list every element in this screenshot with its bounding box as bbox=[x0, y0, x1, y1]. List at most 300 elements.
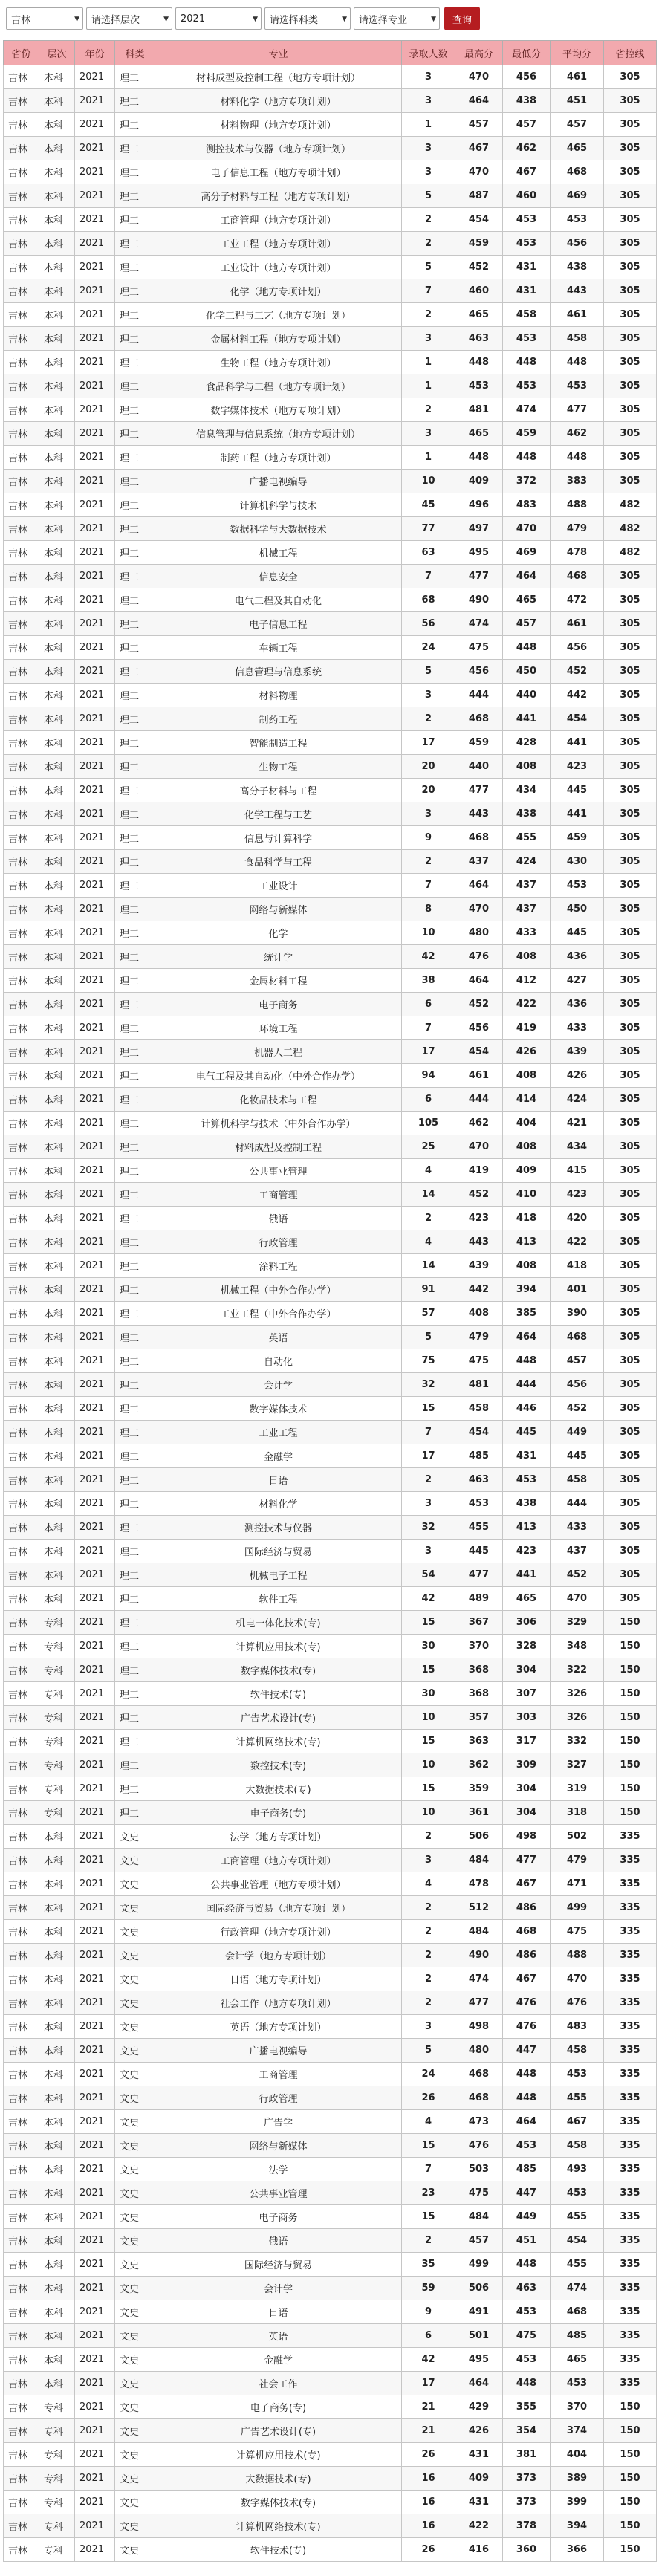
cell-level: 本科 bbox=[39, 422, 75, 446]
cell-avg: 458 bbox=[551, 1468, 604, 1492]
cell-level: 专科 bbox=[39, 1706, 75, 1730]
cell-avg: 433 bbox=[551, 1016, 604, 1040]
cell-year: 2021 bbox=[75, 1326, 115, 1349]
cell-control-line: 150 bbox=[604, 1777, 657, 1801]
cell-max: 474 bbox=[455, 1967, 503, 1991]
cell-year: 2021 bbox=[75, 160, 115, 184]
cell-province: 吉林 bbox=[4, 1468, 39, 1492]
cell-category: 理工 bbox=[115, 446, 155, 470]
cell-category: 理工 bbox=[115, 1801, 155, 1825]
cell-min: 486 bbox=[503, 1944, 551, 1967]
cell-major: 电子信息工程 bbox=[155, 612, 402, 636]
cell-max: 464 bbox=[455, 874, 503, 898]
cell-province: 吉林 bbox=[4, 1230, 39, 1254]
cell-level: 本科 bbox=[39, 2229, 75, 2253]
table-row bbox=[4, 1991, 657, 2015]
cell-level: 专科 bbox=[39, 2395, 75, 2419]
cell-major: 会计学（地方专项计划） bbox=[155, 1944, 402, 1967]
cell-control-line: 305 bbox=[604, 779, 657, 802]
cell-min: 304 bbox=[503, 1801, 551, 1825]
cell-category: 文史 bbox=[115, 2419, 155, 2443]
cell-enrolled: 17 bbox=[402, 2372, 455, 2395]
cell-max: 443 bbox=[455, 1230, 503, 1254]
cell-min: 413 bbox=[503, 1230, 551, 1254]
cell-avg: 456 bbox=[551, 232, 604, 256]
admission-table bbox=[3, 40, 657, 2562]
cell-avg: 329 bbox=[551, 1611, 604, 1635]
cell-control-line: 305 bbox=[604, 1302, 657, 1326]
cell-avg: 454 bbox=[551, 2229, 604, 2253]
cell-max: 468 bbox=[455, 2063, 503, 2086]
cell-category: 文史 bbox=[115, 2205, 155, 2229]
table-body bbox=[4, 65, 657, 2562]
cell-level: 专科 bbox=[39, 1777, 75, 1801]
cell-max: 489 bbox=[455, 1587, 503, 1611]
cell-level: 本科 bbox=[39, 802, 75, 826]
cell-enrolled: 9 bbox=[402, 826, 455, 850]
cell-year: 2021 bbox=[75, 731, 115, 755]
col-header-level: 层次 bbox=[39, 41, 75, 65]
cell-level: 本科 bbox=[39, 660, 75, 684]
cell-min: 418 bbox=[503, 1207, 551, 1230]
cell-avg: 468 bbox=[551, 160, 604, 184]
cell-major: 计算机网络技术(专) bbox=[155, 2514, 402, 2538]
cell-level: 本科 bbox=[39, 1278, 75, 1302]
cell-avg: 319 bbox=[551, 1777, 604, 1801]
cell-min: 437 bbox=[503, 874, 551, 898]
cell-year: 2021 bbox=[75, 660, 115, 684]
cell-category: 文史 bbox=[115, 1825, 155, 1849]
cell-province: 吉林 bbox=[4, 2063, 39, 2086]
table-row bbox=[4, 1230, 657, 1254]
cell-max: 444 bbox=[455, 1088, 503, 1112]
cell-avg: 470 bbox=[551, 1967, 604, 1991]
cell-level: 专科 bbox=[39, 2538, 75, 2562]
cell-max: 362 bbox=[455, 1753, 503, 1777]
cell-level: 本科 bbox=[39, 1230, 75, 1254]
table-row bbox=[4, 89, 657, 113]
cell-level: 本科 bbox=[39, 1468, 75, 1492]
cell-control-line: 305 bbox=[604, 303, 657, 327]
cell-category: 理工 bbox=[115, 1016, 155, 1040]
cell-year: 2021 bbox=[75, 208, 115, 232]
cell-min: 381 bbox=[503, 2443, 551, 2467]
cell-level: 专科 bbox=[39, 1801, 75, 1825]
cell-year: 2021 bbox=[75, 1278, 115, 1302]
table-row bbox=[4, 1373, 657, 1397]
cell-level: 本科 bbox=[39, 1254, 75, 1278]
cell-control-line: 305 bbox=[604, 327, 657, 351]
cell-major: 英语 bbox=[155, 1326, 402, 1349]
cell-max: 461 bbox=[455, 1064, 503, 1088]
cell-enrolled: 16 bbox=[402, 2491, 455, 2514]
cell-year: 2021 bbox=[75, 1254, 115, 1278]
cell-max: 491 bbox=[455, 2300, 503, 2324]
cell-enrolled: 32 bbox=[402, 1373, 455, 1397]
cell-category: 文史 bbox=[115, 2110, 155, 2134]
cell-level: 本科 bbox=[39, 256, 75, 279]
cell-min: 438 bbox=[503, 802, 551, 826]
cell-year: 2021 bbox=[75, 470, 115, 493]
cell-max: 501 bbox=[455, 2324, 503, 2348]
table-row bbox=[4, 1159, 657, 1183]
cell-category: 理工 bbox=[115, 279, 155, 303]
cell-year: 2021 bbox=[75, 1801, 115, 1825]
table-row bbox=[4, 1302, 657, 1326]
cell-max: 497 bbox=[455, 517, 503, 541]
cell-province: 吉林 bbox=[4, 1159, 39, 1183]
level-select[interactable] bbox=[86, 7, 172, 30]
cell-province: 吉林 bbox=[4, 588, 39, 612]
cell-max: 465 bbox=[455, 303, 503, 327]
cell-control-line: 305 bbox=[604, 184, 657, 208]
cell-control-line: 305 bbox=[604, 1397, 657, 1421]
cell-major: 会计学 bbox=[155, 2277, 402, 2300]
cell-enrolled: 7 bbox=[402, 279, 455, 303]
cell-min: 453 bbox=[503, 374, 551, 398]
cell-level: 专科 bbox=[39, 2419, 75, 2443]
cell-max: 495 bbox=[455, 541, 503, 565]
table-header-row bbox=[4, 41, 657, 65]
cell-year: 2021 bbox=[75, 2158, 115, 2181]
cell-level: 本科 bbox=[39, 1421, 75, 1444]
cell-major: 高分子材料与工程 bbox=[155, 779, 402, 802]
cell-year: 2021 bbox=[75, 2419, 115, 2443]
cell-level: 本科 bbox=[39, 446, 75, 470]
cell-enrolled: 2 bbox=[402, 1468, 455, 1492]
cell-province: 吉林 bbox=[4, 921, 39, 945]
cell-control-line: 305 bbox=[604, 1278, 657, 1302]
cell-level: 本科 bbox=[39, 921, 75, 945]
table-row bbox=[4, 1753, 657, 1777]
cell-enrolled: 23 bbox=[402, 2181, 455, 2205]
category-select[interactable] bbox=[264, 7, 351, 30]
cell-control-line: 305 bbox=[604, 232, 657, 256]
cell-avg: 443 bbox=[551, 279, 604, 303]
cell-max: 503 bbox=[455, 2158, 503, 2181]
filter-bar bbox=[0, 0, 659, 37]
cell-province: 吉林 bbox=[4, 1254, 39, 1278]
cell-category: 理工 bbox=[115, 493, 155, 517]
cell-level: 本科 bbox=[39, 2039, 75, 2063]
cell-major: 数字媒体技术 bbox=[155, 1397, 402, 1421]
cell-avg: 456 bbox=[551, 636, 604, 660]
cell-major: 材料化学（地方专项计划） bbox=[155, 89, 402, 113]
table-row bbox=[4, 1207, 657, 1230]
cell-category: 理工 bbox=[115, 684, 155, 707]
cell-province: 吉林 bbox=[4, 2086, 39, 2110]
table-row bbox=[4, 2348, 657, 2372]
cell-year: 2021 bbox=[75, 1825, 115, 1849]
cell-major: 数字媒体技术（地方专项计划） bbox=[155, 398, 402, 422]
cell-category: 理工 bbox=[115, 1492, 155, 1516]
cell-year: 2021 bbox=[75, 2205, 115, 2229]
cell-min: 486 bbox=[503, 1896, 551, 1920]
cell-avg: 322 bbox=[551, 1658, 604, 1682]
cell-control-line: 305 bbox=[604, 1373, 657, 1397]
cell-max: 468 bbox=[455, 826, 503, 850]
cell-category: 文史 bbox=[115, 1872, 155, 1896]
cell-min: 447 bbox=[503, 2181, 551, 2205]
cell-avg: 455 bbox=[551, 2205, 604, 2229]
cell-avg: 404 bbox=[551, 2443, 604, 2467]
cell-control-line: 150 bbox=[604, 2514, 657, 2538]
cell-level: 本科 bbox=[39, 517, 75, 541]
cell-major: 大数据技术(专) bbox=[155, 2467, 402, 2491]
table-row bbox=[4, 2229, 657, 2253]
cell-max: 437 bbox=[455, 850, 503, 874]
cell-enrolled: 105 bbox=[402, 1112, 455, 1135]
cell-min: 438 bbox=[503, 89, 551, 113]
cell-province: 吉林 bbox=[4, 2229, 39, 2253]
cell-level: 本科 bbox=[39, 1016, 75, 1040]
table-row bbox=[4, 2538, 657, 2562]
cell-control-line: 305 bbox=[604, 588, 657, 612]
cell-province: 吉林 bbox=[4, 1706, 39, 1730]
table-row bbox=[4, 1825, 657, 1849]
cell-control-line: 305 bbox=[604, 113, 657, 137]
cell-major: 环境工程 bbox=[155, 1016, 402, 1040]
cell-category: 文史 bbox=[115, 1944, 155, 1967]
cell-control-line: 305 bbox=[604, 1159, 657, 1183]
cell-min: 476 bbox=[503, 2015, 551, 2039]
cell-year: 2021 bbox=[75, 256, 115, 279]
cell-province: 吉林 bbox=[4, 327, 39, 351]
cell-level: 本科 bbox=[39, 1872, 75, 1896]
cell-enrolled: 6 bbox=[402, 2324, 455, 2348]
cell-avg: 448 bbox=[551, 351, 604, 374]
table-row bbox=[4, 2300, 657, 2324]
cell-category: 理工 bbox=[115, 1777, 155, 1801]
cell-enrolled: 4 bbox=[402, 1872, 455, 1896]
cell-province: 吉林 bbox=[4, 2514, 39, 2538]
cell-major: 计算机应用技术(专) bbox=[155, 2443, 402, 2467]
cell-control-line: 305 bbox=[604, 446, 657, 470]
cell-category: 文史 bbox=[115, 2348, 155, 2372]
chevron-down-icon: ▼ bbox=[163, 16, 169, 23]
table-row bbox=[4, 874, 657, 898]
cell-year: 2021 bbox=[75, 279, 115, 303]
table-row bbox=[4, 470, 657, 493]
cell-min: 465 bbox=[503, 588, 551, 612]
cell-min: 469 bbox=[503, 541, 551, 565]
cell-category: 文史 bbox=[115, 2134, 155, 2158]
cell-level: 本科 bbox=[39, 850, 75, 874]
cell-max: 456 bbox=[455, 660, 503, 684]
cell-max: 443 bbox=[455, 802, 503, 826]
cell-min: 419 bbox=[503, 1016, 551, 1040]
cell-control-line: 305 bbox=[604, 898, 657, 921]
cell-year: 2021 bbox=[75, 2491, 115, 2514]
cell-enrolled: 6 bbox=[402, 1088, 455, 1112]
cell-enrolled: 15 bbox=[402, 1658, 455, 1682]
cell-control-line: 305 bbox=[604, 826, 657, 850]
cell-avg: 453 bbox=[551, 374, 604, 398]
cell-category: 理工 bbox=[115, 1444, 155, 1468]
table-row bbox=[4, 1112, 657, 1135]
cell-enrolled: 2 bbox=[402, 232, 455, 256]
table-row bbox=[4, 374, 657, 398]
cell-year: 2021 bbox=[75, 2229, 115, 2253]
cell-major: 化妆品技术与工程 bbox=[155, 1088, 402, 1112]
cell-category: 文史 bbox=[115, 2491, 155, 2514]
cell-avg: 452 bbox=[551, 660, 604, 684]
cell-level: 本科 bbox=[39, 232, 75, 256]
cell-category: 理工 bbox=[115, 898, 155, 921]
cell-category: 理工 bbox=[115, 256, 155, 279]
cell-level: 专科 bbox=[39, 1753, 75, 1777]
cell-control-line: 305 bbox=[604, 921, 657, 945]
cell-year: 2021 bbox=[75, 1183, 115, 1207]
cell-avg: 383 bbox=[551, 470, 604, 493]
cell-enrolled: 2 bbox=[402, 1991, 455, 2015]
cell-control-line: 335 bbox=[604, 1991, 657, 2015]
cell-year: 2021 bbox=[75, 422, 115, 446]
cell-year: 2021 bbox=[75, 1944, 115, 1967]
cell-category: 文史 bbox=[115, 1849, 155, 1872]
table-row bbox=[4, 2395, 657, 2419]
cell-min: 441 bbox=[503, 1563, 551, 1587]
cell-enrolled: 59 bbox=[402, 2277, 455, 2300]
cell-major: 工商管理 bbox=[155, 1183, 402, 1207]
cell-category: 理工 bbox=[115, 1682, 155, 1706]
cell-province: 吉林 bbox=[4, 2467, 39, 2491]
major-select[interactable] bbox=[354, 7, 440, 30]
cell-enrolled: 3 bbox=[402, 422, 455, 446]
chevron-down-icon: ▼ bbox=[74, 16, 79, 23]
cell-province: 吉林 bbox=[4, 1658, 39, 1682]
year-value: 2021 bbox=[181, 13, 206, 25]
cell-major: 材料化学 bbox=[155, 1492, 402, 1516]
cell-max: 481 bbox=[455, 1373, 503, 1397]
cell-max: 459 bbox=[455, 731, 503, 755]
cell-year: 2021 bbox=[75, 2134, 115, 2158]
cell-year: 2021 bbox=[75, 1587, 115, 1611]
cell-avg: 465 bbox=[551, 137, 604, 160]
cell-control-line: 305 bbox=[604, 1326, 657, 1349]
cell-year: 2021 bbox=[75, 493, 115, 517]
col-header-year: 年份 bbox=[75, 41, 115, 65]
cell-control-line: 305 bbox=[604, 89, 657, 113]
table-row bbox=[4, 137, 657, 160]
cell-category: 文史 bbox=[115, 2158, 155, 2181]
cell-enrolled: 5 bbox=[402, 256, 455, 279]
cell-min: 446 bbox=[503, 1397, 551, 1421]
cell-year: 2021 bbox=[75, 2253, 115, 2277]
query-button[interactable]: 查询 bbox=[444, 7, 480, 30]
cell-enrolled: 45 bbox=[402, 493, 455, 517]
cell-enrolled: 2 bbox=[402, 707, 455, 731]
cell-enrolled: 2 bbox=[402, 1207, 455, 1230]
cell-major: 制药工程（地方专项计划） bbox=[155, 446, 402, 470]
cell-control-line: 305 bbox=[604, 1040, 657, 1064]
cell-avg: 436 bbox=[551, 993, 604, 1016]
year-select[interactable] bbox=[175, 7, 262, 30]
cell-level: 本科 bbox=[39, 1397, 75, 1421]
cell-max: 439 bbox=[455, 1254, 503, 1278]
cell-province: 吉林 bbox=[4, 2538, 39, 2562]
cell-province: 吉林 bbox=[4, 850, 39, 874]
cell-category: 文史 bbox=[115, 2039, 155, 2063]
cell-min: 453 bbox=[503, 232, 551, 256]
cell-level: 专科 bbox=[39, 1730, 75, 1753]
cell-province: 吉林 bbox=[4, 2205, 39, 2229]
cell-min: 448 bbox=[503, 446, 551, 470]
cell-category: 文史 bbox=[115, 2015, 155, 2039]
cell-max: 444 bbox=[455, 684, 503, 707]
cell-enrolled: 2 bbox=[402, 303, 455, 327]
cell-control-line: 335 bbox=[604, 2158, 657, 2181]
cell-level: 本科 bbox=[39, 327, 75, 351]
cell-avg: 450 bbox=[551, 898, 604, 921]
cell-major: 化学（地方专项计划） bbox=[155, 279, 402, 303]
cell-year: 2021 bbox=[75, 565, 115, 588]
cell-avg: 471 bbox=[551, 1872, 604, 1896]
cell-control-line: 335 bbox=[604, 1896, 657, 1920]
cell-major: 数字媒体技术(专) bbox=[155, 1658, 402, 1682]
cell-province: 吉林 bbox=[4, 1991, 39, 2015]
cell-category: 理工 bbox=[115, 612, 155, 636]
cell-year: 2021 bbox=[75, 2181, 115, 2205]
cell-major: 计算机科学与技术（中外合作办学） bbox=[155, 1112, 402, 1135]
cell-category: 文史 bbox=[115, 2229, 155, 2253]
cell-min: 304 bbox=[503, 1777, 551, 1801]
cell-level: 本科 bbox=[39, 945, 75, 969]
province-select[interactable] bbox=[6, 7, 83, 30]
cell-level: 本科 bbox=[39, 2300, 75, 2324]
cell-category: 理工 bbox=[115, 327, 155, 351]
cell-avg: 444 bbox=[551, 1492, 604, 1516]
cell-avg: 445 bbox=[551, 779, 604, 802]
cell-max: 453 bbox=[455, 1492, 503, 1516]
cell-min: 424 bbox=[503, 850, 551, 874]
cell-year: 2021 bbox=[75, 874, 115, 898]
cell-avg: 468 bbox=[551, 565, 604, 588]
cell-max: 440 bbox=[455, 755, 503, 779]
cell-max: 477 bbox=[455, 779, 503, 802]
table-row bbox=[4, 1587, 657, 1611]
cell-category: 理工 bbox=[115, 1540, 155, 1563]
cell-max: 431 bbox=[455, 2443, 503, 2467]
cell-major: 公共事业管理（地方专项计划） bbox=[155, 1872, 402, 1896]
cell-major: 工业设计 bbox=[155, 874, 402, 898]
table-row bbox=[4, 446, 657, 470]
cell-enrolled: 3 bbox=[402, 1540, 455, 1563]
cell-control-line: 305 bbox=[604, 945, 657, 969]
cell-year: 2021 bbox=[75, 1230, 115, 1254]
cell-category: 理工 bbox=[115, 1730, 155, 1753]
cell-min: 431 bbox=[503, 1444, 551, 1468]
cell-max: 452 bbox=[455, 993, 503, 1016]
cell-province: 吉林 bbox=[4, 755, 39, 779]
cell-major: 数据科学与大数据技术 bbox=[155, 517, 402, 541]
cell-year: 2021 bbox=[75, 2372, 115, 2395]
cell-enrolled: 25 bbox=[402, 1135, 455, 1159]
cell-category: 理工 bbox=[115, 351, 155, 374]
cell-max: 422 bbox=[455, 2514, 503, 2538]
cell-max: 468 bbox=[455, 707, 503, 731]
cell-min: 476 bbox=[503, 1991, 551, 2015]
cell-year: 2021 bbox=[75, 65, 115, 89]
cell-major: 广告艺术设计(专) bbox=[155, 2419, 402, 2443]
cell-year: 2021 bbox=[75, 89, 115, 113]
cell-min: 453 bbox=[503, 1468, 551, 1492]
cell-min: 453 bbox=[503, 208, 551, 232]
cell-category: 文史 bbox=[115, 2467, 155, 2491]
cell-category: 理工 bbox=[115, 184, 155, 208]
cell-level: 本科 bbox=[39, 2134, 75, 2158]
cell-province: 吉林 bbox=[4, 184, 39, 208]
